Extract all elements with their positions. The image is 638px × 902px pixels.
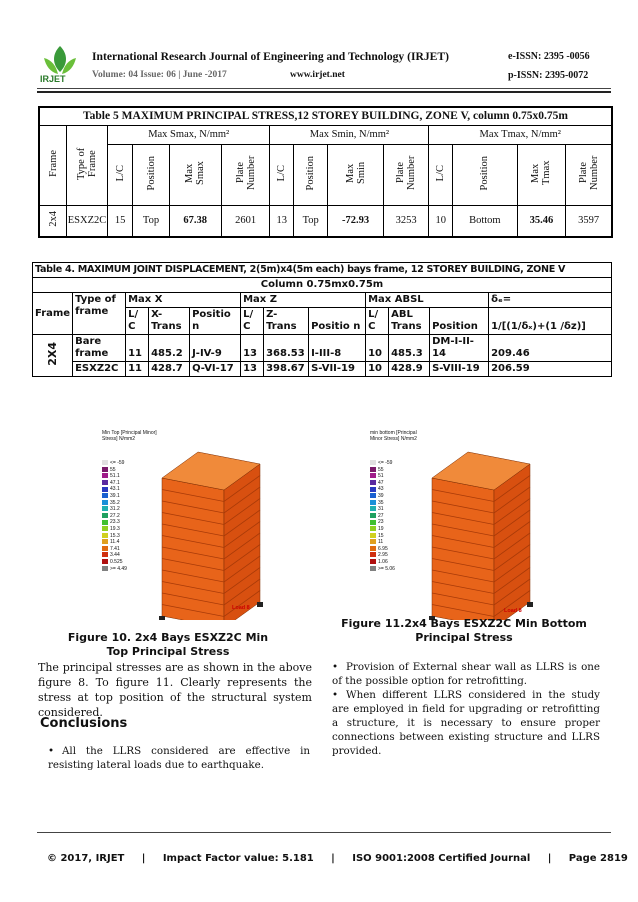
legend-label: 47.1 — [110, 479, 120, 486]
building-face — [494, 464, 530, 620]
figure-11 — [368, 428, 568, 620]
legend-label: 43 — [378, 486, 384, 493]
bullet-right-2 — [332, 688, 600, 758]
table4-subcaption: Column 0.75mx0.75m — [33, 278, 612, 293]
bullet-dot-icon: • — [332, 661, 339, 673]
legend-label: 15.3 — [110, 532, 120, 539]
legend-label: 39 — [378, 492, 384, 499]
table4-cell: 428.7 — [149, 362, 190, 377]
table5-group-tmax: Max Tmax, N/mm² — [429, 125, 612, 144]
table4-sub: X- Trans — [149, 308, 190, 335]
table5-cell: Top — [133, 205, 169, 236]
table4-cell: 428.9 — [389, 362, 430, 377]
legend-label: 39.1 — [110, 492, 120, 499]
legend-label: 31.2 — [110, 506, 120, 513]
fig11-load-label: Load 8 — [504, 608, 522, 614]
table5-col: Max Tmax — [530, 160, 553, 186]
legend-label: 55 — [110, 466, 116, 473]
table4-cell: 206.59 — [489, 362, 612, 377]
table4-sub: Positio n — [190, 308, 241, 335]
table5-cell: 13 — [270, 205, 294, 236]
table4-cell: 209.46 — [489, 335, 612, 362]
bullet-left — [48, 744, 310, 772]
table5-cell: 2x4 — [47, 211, 59, 228]
legend-label: 11 — [378, 539, 384, 546]
legend-label: 51.1 — [110, 473, 120, 480]
fig10-building-render — [100, 428, 300, 620]
table5-col: Max Smin — [344, 162, 367, 185]
bullet-right-1 — [332, 660, 600, 688]
table4-cell: 10 — [366, 335, 389, 362]
bullet-right-2-text: When different LLRS considered in the study are employed in field for upgrading or retrofitting a structure, it is necessary to ensure proper connections between existing structure and LLRS provided. — [332, 689, 600, 757]
table5-col: Position — [479, 155, 491, 191]
table4-h-maxabsl: Max ABSL — [366, 293, 489, 308]
table5-cell: 3253 — [383, 205, 429, 236]
table5-group-smin: Max Smin, N/mm² — [270, 125, 429, 144]
bullet-left-text: All the LLRS considered are effective in resisting lateral loads due to earthquake. — [48, 745, 310, 771]
figure-11-caption: Figure 11.2x4 Bays ESXZ2C Min Bottom Principal Stress — [341, 617, 587, 644]
table4-h-delta: δₑ= — [489, 293, 612, 308]
figure-10 — [100, 428, 300, 620]
table4-cell: S-VIII-19 — [430, 362, 489, 377]
legend-label: 51 — [378, 473, 384, 480]
table5-cell: 35.46 — [517, 205, 566, 236]
bullet-dot-icon: • — [48, 745, 55, 757]
table4-cell: I-III-8 — [309, 335, 366, 362]
legend-label: 55 — [378, 466, 384, 473]
table4-cell: DM-I-II-14 — [430, 335, 489, 362]
legend-label: 31 — [378, 506, 384, 513]
table5-cell: 2601 — [221, 205, 270, 236]
legend-label: 15 — [378, 532, 384, 539]
table4-sub: Positio n — [309, 308, 366, 335]
table5-cell: 3597 — [566, 205, 612, 236]
table5-col: Plate Number — [234, 155, 257, 191]
table4-cell: ESXZ2C — [73, 362, 126, 377]
table4-sub: Z- Trans — [264, 308, 309, 335]
table5-col: Position — [305, 155, 317, 191]
table5-cell: 10 — [429, 205, 453, 236]
legend-label: 19.3 — [110, 525, 120, 532]
fig10-load-label: Load 8 — [232, 605, 250, 611]
table5-col: L/C — [276, 164, 288, 182]
table4-h-maxz: Max Z — [241, 293, 366, 308]
table5-col-type: Type of Frame — [76, 147, 98, 180]
table5-col: L/C — [114, 164, 126, 182]
table4-cell: 11 — [126, 335, 149, 362]
table4-cell: 13 — [241, 362, 264, 377]
table4-h-type: Type of frame — [73, 293, 126, 335]
table4-cell: 10 — [366, 362, 389, 377]
table5-col: Plate Number — [395, 155, 418, 191]
table4-cell: 11 — [126, 362, 149, 377]
legend-label: 7.41 — [110, 545, 120, 552]
legend-label: 47 — [378, 479, 384, 486]
table4-sub: L/ C — [366, 308, 389, 335]
legend-label: 19 — [378, 525, 384, 532]
table5-col: L/C — [435, 164, 447, 182]
legend-label: >= 5.06 — [378, 565, 395, 572]
table4-sub: L/ C — [241, 308, 264, 335]
legend-label: 35 — [378, 499, 384, 506]
table4-cell: 13 — [241, 335, 264, 362]
table5-col: Plate Number — [577, 155, 600, 191]
journal-logo — [38, 44, 82, 86]
support-icon — [257, 602, 263, 607]
fig11-legend-title: min bottom [Principal Minor Stress] N/mm2 — [370, 430, 417, 442]
legend-label: <= -59 — [378, 460, 393, 466]
building-face — [224, 464, 260, 620]
header-rule — [37, 88, 611, 89]
legend-label: 1.06 — [378, 558, 388, 565]
table5-col: Position — [145, 155, 157, 191]
table4-cell: S-VII-19 — [309, 362, 366, 377]
table4-sub: 1/[(1/δₓ)+(1 /δz)] — [489, 308, 612, 335]
table5-col: Max Smax — [184, 161, 207, 186]
table4-cell: 368.53 — [264, 335, 309, 362]
table5-cell: 67.38 — [169, 205, 221, 236]
table4-cell: 485.2 — [149, 335, 190, 362]
table5-cell: -72.93 — [328, 205, 384, 236]
eissn: e-ISSN: 2395 -0056 — [508, 51, 590, 62]
table4-h-frame: Frame — [33, 293, 73, 335]
legend-label: 3.44 — [110, 552, 120, 559]
legend-label: 27.2 — [110, 512, 120, 519]
table4-sub: Position — [430, 308, 489, 335]
bullet-right-1-text: Provision of External shear wall as LLRS is one of the possible option for retrofitting. — [332, 661, 600, 687]
legend-label: 11.4 — [110, 539, 120, 546]
legend-label: 2.95 — [378, 552, 388, 559]
conclusions-heading: Conclusions — [40, 716, 128, 731]
table4-cell: J-IV-9 — [190, 335, 241, 362]
table4-cell: 485.3 — [389, 335, 430, 362]
bullet-dot-icon: • — [332, 689, 339, 701]
legend-label: >= 4.49 — [110, 565, 127, 572]
table5-cell: 15 — [108, 205, 133, 236]
legend-label: 23 — [378, 519, 384, 526]
footer: © 2017, IRJET | Impact Factor value: 5.181 | ISO 9001:2008 Certified Journal | Page 2819 — [46, 853, 628, 864]
table5-group-smax: Max Smax, N/mm² — [108, 125, 270, 144]
legend-label: 43.1 — [110, 486, 120, 493]
legend-label: 0.525 — [110, 558, 123, 565]
table5-cell: Bottom — [453, 205, 517, 236]
footer-impact: Impact Factor value: 5.181 — [162, 853, 314, 864]
table5-col-frame: Frame — [47, 150, 59, 178]
legend-label: 27 — [378, 512, 384, 519]
legend-label: 23.3 — [110, 519, 120, 526]
journal-title: International Research Journal of Engineering and Technology (IRJET) — [92, 50, 449, 63]
table4-caption: Table 4. MAXIMUM JOINT DISPLACEMENT, 2(5m)x4(5m each) bays frame, 12 STOREY BUILDING, ZONE V — [33, 263, 612, 278]
fig10-legend-title: Min Top [Principal Minor] Stress] N/mm2 — [102, 430, 157, 442]
table5-caption: Table 5 MAXIMUM PRINCIPAL STRESS,12 STOREY BUILDING, ZONE V, column 0.75x0.75m — [40, 108, 612, 126]
legend-label: 35.2 — [110, 499, 120, 506]
figure-10-caption: Figure 10. 2x4 Bays ESXZ2C Min Top Principal Stress — [67, 631, 269, 658]
table5-cell: Top — [294, 205, 328, 236]
table4-cell: 398.67 — [264, 362, 309, 377]
table4-cell: Q-VI-17 — [190, 362, 241, 377]
support-icon — [159, 616, 165, 620]
legend-label: <= -59 — [110, 460, 125, 466]
fig11-building-render — [368, 428, 568, 620]
footer-copyright: © 2017, IRJET — [46, 853, 125, 864]
table4-sub: L/ C — [126, 308, 149, 335]
table4 — [32, 262, 612, 377]
pissn: p-ISSN: 2395-0072 — [508, 70, 589, 81]
legend-label: 6.95 — [378, 545, 388, 552]
journal-url[interactable]: www.irjet.net — [290, 70, 345, 80]
header-rule-2 — [37, 91, 611, 93]
logo-text: IRJET — [40, 74, 66, 84]
body-paragraph: The principal stresses are as shown in the above figure 8. To figure 11. Clearly represents the stress at top position of the structural system considered. — [38, 661, 312, 719]
table5-cell: ESXZ2C — [67, 205, 108, 236]
volume-issue: Volume: 04 Issue: 06 | June -2017 — [92, 70, 227, 80]
footer-iso: ISO 9001:2008 Certified Journal — [352, 853, 531, 864]
footer-page: Page 2819 — [568, 853, 628, 864]
footer-rule — [37, 832, 611, 833]
table4-frame-label: 2X4 — [45, 341, 59, 366]
table4-h-maxx: Max X — [126, 293, 241, 308]
support-icon — [527, 602, 533, 607]
table5 — [38, 106, 613, 238]
table4-sub: ABL Trans — [389, 308, 430, 335]
table4-cell: Bare frame — [73, 335, 126, 362]
